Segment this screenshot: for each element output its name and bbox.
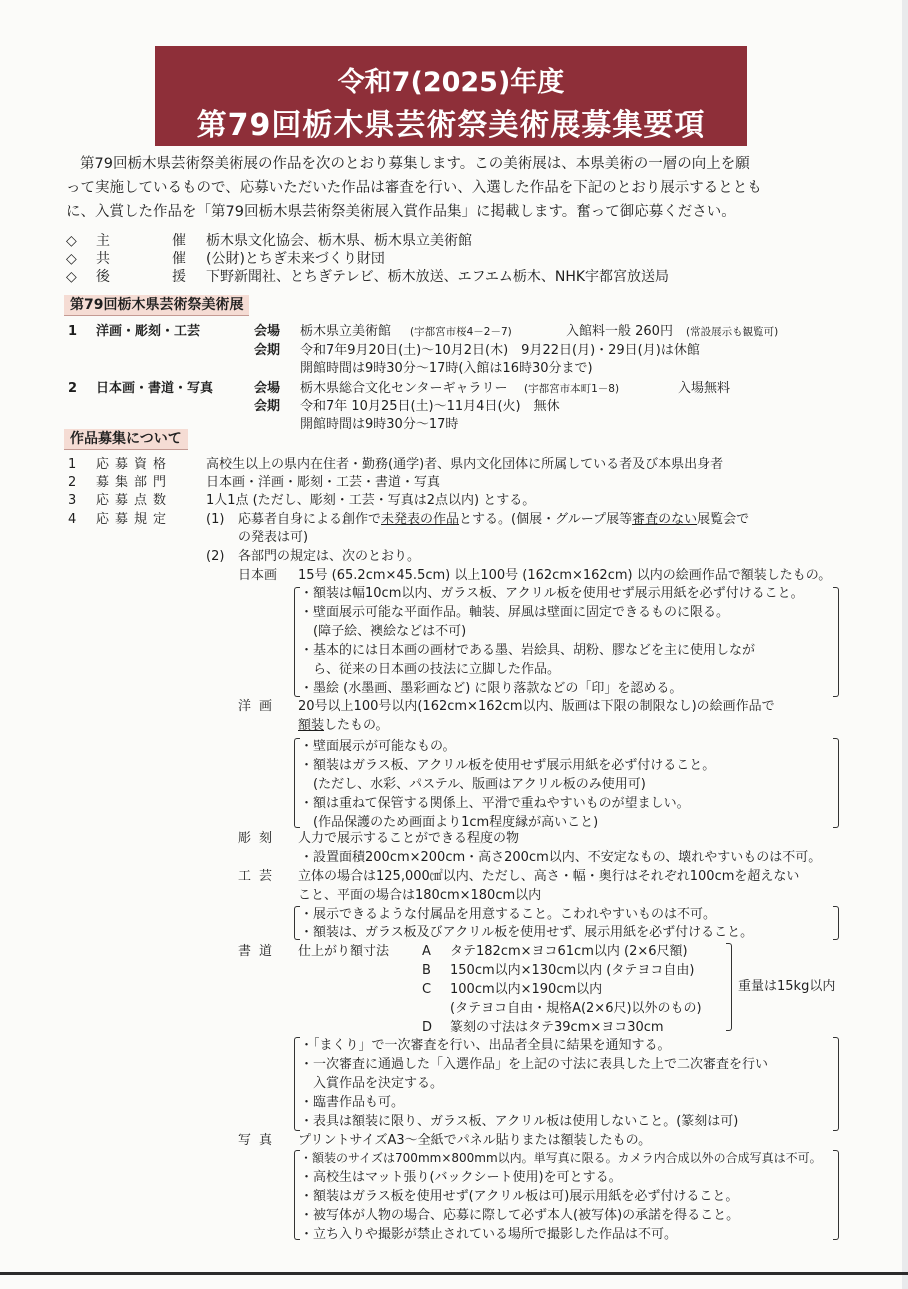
shashin-note: ・額装はガラス板を使用せず(アクリル板は可)展示用紙を必ず付けること。 (300, 1189, 739, 1204)
opening-hours: 開館時間は9時30分～17時(入館は16時30分まで) (300, 361, 593, 376)
rule-num: (2) (206, 549, 225, 564)
dept-label-kogei: 工芸 (238, 869, 281, 884)
item-label: 応募資格 (96, 457, 173, 472)
opening-hours: 開館時間は9時30分～17時 (300, 417, 459, 432)
dept-label-shashin: 写真 (238, 1133, 281, 1148)
diamond-icon: ◇ (66, 269, 77, 285)
yoga-note: ・額は重ねて保管する関係上、平滑で重ねやすいものが望ましい。 (300, 796, 690, 811)
kogei-note: ・額装は、ガラス板及びアクリル板を使用せず、展示用紙を必ず付けること。 (300, 925, 754, 940)
bracket-right (833, 1150, 839, 1240)
exhibition-heading: 第79回栃木県芸術祭美術展 (64, 295, 249, 316)
yoga-main: 20号以上100号以内(162cm×162cm以内、版画は下限の制限なし)の絵画作品で (298, 699, 775, 714)
bracket-right (833, 738, 839, 828)
dept-label-yoga: 洋画 (238, 699, 281, 714)
organizer-label: 共 (96, 251, 110, 267)
admission-fee: 入館料一般 260円 (566, 324, 673, 339)
shodo-note: ・表具は額装に限り、ガラス板、アクリル板は使用しないこと。(篆刻は可) (300, 1114, 739, 1129)
bracket-right (833, 906, 839, 940)
organizer-value: 栃木県文化協会、栃木県、栃木県立美術館 (206, 233, 472, 249)
nihonga-note: ら、従来の日本画の技法に立脚した作品。 (300, 662, 561, 677)
exhibit-num: 1 (68, 324, 78, 339)
period-label: 会期 (254, 343, 281, 358)
dept-label-nihonga: 日本画 (238, 568, 278, 583)
exhibit-name: 日本画・書道・写真 (96, 381, 214, 396)
dept-label-chokoku: 彫刻 (238, 831, 281, 846)
item-label: 応募規定 (96, 512, 173, 527)
intro-line: 第79回栃木県芸術祭美術展の作品を次のとおり募集します。この美術展は、本県美術の一層の向上を願 (80, 156, 750, 172)
bracket-right (833, 1037, 839, 1131)
venue: 栃木県立美術館 (300, 324, 392, 339)
unpublished-emphasis: 未発表の作品 (381, 512, 460, 527)
yoga-note: ・壁面展示が可能なもの。 (300, 739, 456, 754)
item-label: 応募点数 (96, 493, 173, 508)
period-label: 会期 (254, 399, 281, 414)
rule1-text: 応募者自身による創作で未発表の作品とする。(個展・グループ展等審査のない展覧会で (238, 512, 750, 527)
yoga-main-cont: 額装したもの。 (298, 718, 389, 733)
title-line2: 第79回栃木県芸術祭美術展募集要項 (196, 108, 706, 143)
yoga-note: (ただし、水彩、パステル、版画はアクリル板のみ使用可) (300, 777, 646, 792)
title-banner (155, 46, 747, 146)
shashin-note: ・高校生はマット張り(バックシート使用)を可とする。 (300, 1170, 622, 1185)
item-num: 3 (68, 493, 77, 508)
bottom-rule (0, 1272, 908, 1275)
shodo-size: 100cm以内×190cm以内 (450, 982, 603, 997)
chokoku-note: ・設置面積200cm×200cm・高さ200cm以内、不安定なもの、壊れやすいものは不可。 (300, 850, 822, 865)
dept-label-shodo: 書道 (238, 944, 281, 959)
yoga-note: ・額装はガラス板、アクリル板を使用せず展示用紙を必ず付けること。 (300, 758, 716, 773)
item-label: 募集部門 (96, 475, 173, 490)
bracket-right (726, 943, 732, 1031)
venue: 栃木県総合文化センターギャラリー (300, 381, 508, 396)
bracket-right (833, 587, 839, 697)
item-value: 高校生以上の県内在住者・勤務(通学)者、県内文化団体に所属している者及び本県出身者 (206, 457, 724, 472)
shodo-weight: 重量は15kg以内 (738, 979, 836, 994)
item-value: 1人1点 (ただし、彫刻・工芸・写真は2点以内) とする。 (206, 493, 536, 508)
shodo-size: 篆刻の寸法はタテ39cm×ヨコ30cm (450, 1020, 664, 1035)
venue-address: (宇都宮市本町1－8) (524, 383, 620, 395)
shodo-size: (タテヨコ自由・規格A(2×6尺)以外のもの) (450, 1001, 702, 1016)
venue-address: (宇都宮市桜4－2－7) (410, 326, 512, 338)
intro-line: に、入賞した作品を「第79回栃木県芸術祭美術展入賞作品集」に掲載します。奮って御応募ください。 (66, 204, 736, 220)
title-line1: 令和7(2025)年度 (337, 67, 565, 98)
nihonga-note: ・額装は幅10cm以内、ガラス板、アクリル板を使用せず展示用紙を必ず付けること。 (300, 586, 804, 601)
item-num: 1 (68, 457, 77, 472)
organizer-label: 催 (172, 233, 186, 249)
nihonga-note: ・壁面展示可能な平面作品。軸装、屏風は壁面に固定できるものに限る。 (300, 605, 730, 620)
period: 令和7年 10月25日(土)～11月4日(火) 無休 (300, 399, 560, 414)
shashin-main: プリントサイズA3～全紙でパネル貼りまたは額装したもの。 (298, 1133, 652, 1148)
organizer-label: 催 (172, 251, 186, 267)
intro-line: って実施しているもので、応募いただいた作品は審査を行い、入選した作品を下記のとおり展示するととも (66, 180, 762, 196)
shodo-size-key: C (422, 982, 432, 997)
rule1-continuation: の発表は可) (238, 530, 309, 545)
nihonga-note: ・基本的には日本画の画材である墨、岩絵具、胡粉、膠などを主に使用しなが (300, 643, 756, 658)
kogei-main-cont: こと、平面の場合は180cm×180cm以内 (298, 888, 542, 903)
shodo-note: ・臨書作品も可。 (300, 1095, 405, 1110)
organizer-label: 主 (96, 233, 110, 249)
recruit-heading: 作品募集について (64, 429, 188, 450)
shodo-note: 入賞作品を決定する。 (300, 1076, 444, 1091)
shodo-note: ・一次審査に通過した「入選作品」を上記の寸法に表具した上で二次審査を行い (300, 1057, 769, 1072)
kogei-note: ・展示できるような付属品を用意すること。こわれやすいものは不可。 (300, 907, 717, 922)
page-edge (902, 0, 908, 1289)
item-num: 4 (68, 512, 77, 527)
shodo-size-key: D (422, 1020, 433, 1035)
exhibit-num: 2 (68, 381, 78, 396)
organizer-label: 援 (172, 269, 186, 285)
chokoku-main: 人力で展示することができる程度の物 (298, 831, 520, 846)
period: 令和7年9月20日(土)～10月2日(木) 9月22日(月)・29日(月)は休館 (300, 343, 700, 358)
shodo-size: 150cm以内×130cm以内 (タテヨコ自由) (450, 963, 695, 978)
admission-fee: 入場無料 (678, 381, 731, 396)
kogei-main: 立体の場合は125,000㎠以内、ただし、高さ・幅・奥行はそれぞれ100cmを超えない (298, 869, 800, 884)
shashin-note: ・額装のサイズは700mm×800mm以内。単写真に限る。カメラ内合成以外の合成写真は不可。 (300, 1151, 822, 1165)
item-num: 2 (68, 475, 77, 490)
nihonga-main: 15号 (65.2cm×45.5cm) 以上100号 (162cm×162cm) 以内の絵画作品で額装したもの。 (298, 568, 832, 583)
nihonga-note: ・墨絵 (水墨画、墨彩画など) に限り落款などの「印」を認める。 (300, 681, 683, 696)
yoga-note: (作品保護のため画面より1cm程度縁が高いこと) (300, 815, 599, 830)
organizer-label: 後 (96, 269, 110, 285)
exhibit-name: 洋画・彫刻・工芸 (96, 324, 201, 339)
diamond-icon: ◇ (66, 251, 77, 267)
venue-label: 会場 (254, 381, 281, 396)
admission-note: (常設展示も観覧可) (686, 326, 779, 338)
organizer-value: 下野新聞社、とちぎテレビ、栃木放送、エフエム栃木、NHK宇都宮放送局 (206, 269, 670, 285)
shodo-note: ・「まくり」で一次審査を行い、出品者全員に結果を通知する。 (300, 1038, 671, 1053)
shodo-size-key: B (422, 963, 431, 978)
diamond-icon: ◇ (66, 233, 77, 249)
shodo-size-label: 仕上がり額寸法 (298, 944, 390, 959)
shashin-note: ・立ち入りや撮影が禁止されている場所で撮影した作品は不可。 (300, 1227, 678, 1242)
shodo-size: タテ182cm×ヨコ61cm以内 (2×6尺額) (450, 944, 688, 959)
rule2-text: 各部門の規定は、次のとおり。 (238, 549, 421, 564)
unjudged-emphasis: 審査のない (632, 512, 698, 527)
nihonga-note: (障子絵、襖絵などは不可) (300, 624, 467, 639)
shashin-note: ・被写体が人物の場合、応募に際して必ず本人(被写体)の承諾を得ること。 (300, 1208, 740, 1223)
venue-label: 会場 (254, 324, 281, 339)
organizer-value: (公財)とちぎ未来づくり財団 (206, 251, 385, 267)
shodo-size-key: A (422, 944, 431, 959)
item-value: 日本画・洋画・彫刻・工芸・書道・写真 (206, 475, 441, 490)
rule-num: (1) (206, 512, 225, 527)
